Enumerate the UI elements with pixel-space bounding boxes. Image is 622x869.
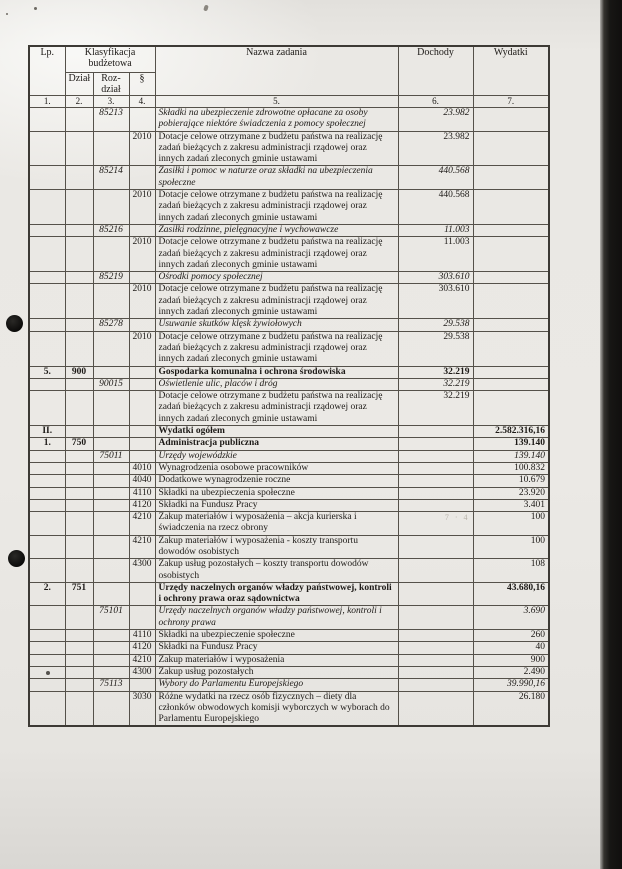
- cell-nazwa: Dotacje celowe otrzymane z budżetu państwa na realizację zadań bieżących z zakresu administracji rządowej oraz innych zadań zleconych gminie ustawami: [155, 190, 398, 225]
- cell-rozdzial: 75101: [93, 606, 129, 630]
- cell-lp: [29, 166, 65, 190]
- table-row: [29, 462, 549, 474]
- cell-lp: [29, 606, 65, 630]
- cell-wydatki: 26.180: [473, 691, 549, 726]
- table-row: [29, 691, 549, 726]
- cell-wydatki: 100: [473, 512, 549, 536]
- table-row: [29, 642, 549, 654]
- cell-dzial: [65, 679, 93, 691]
- cell-wydatki: 900: [473, 654, 549, 666]
- cell-par: [129, 679, 155, 691]
- table-row: [29, 166, 549, 190]
- cell-nazwa: Zakup materiałów i wyposażenia – akcja kurierska i świadczenia na rzecz obrony: [155, 512, 398, 536]
- cell-lp: [29, 319, 65, 331]
- table-row: [29, 450, 549, 462]
- header-klasyfikacja: Klasyfikacja budżetowa: [65, 46, 155, 73]
- table-row: [29, 426, 549, 438]
- cell-nazwa: Oświetlenie ulic, placów i dróg: [155, 378, 398, 390]
- cell-nazwa: Dotacje celowe otrzymane z budżetu państwa na realizację zadań bieżących z zakresu administracji rządowej oraz innych zadań zleconych gminie ustawami: [155, 237, 398, 272]
- cell-lp: [29, 224, 65, 236]
- scan-speck: [34, 7, 37, 10]
- cell-rozdzial: [93, 331, 129, 366]
- cell-wydatki: 100.832: [473, 462, 549, 474]
- header-rozdzial: Roz-dział: [93, 73, 129, 96]
- cell-nazwa: Wydatki ogółem: [155, 426, 398, 438]
- cell-dochody: 440.568: [398, 190, 473, 225]
- cell-dochody: [398, 559, 473, 583]
- cell-par: [129, 166, 155, 190]
- table-row: [29, 582, 549, 606]
- cell-dochody: [398, 499, 473, 511]
- cell-dzial: [65, 499, 93, 511]
- cell-nazwa: Zasiłki i pomoc w naturze oraz składki na ubezpieczenia społeczne: [155, 166, 398, 190]
- cell-dochody: 303.610: [398, 284, 473, 319]
- cell-dochody: 11.003: [398, 224, 473, 236]
- cell-wydatki: 2.490: [473, 666, 549, 678]
- cell-nazwa: Dotacje celowe otrzymane z budżetu państwa na realizację zadań bieżących z zakresu administracji rządowej oraz innych zadań zleconych gminie ustawami: [155, 391, 398, 426]
- cell-dochody: 32.219: [398, 378, 473, 390]
- cell-wydatki: 100: [473, 535, 549, 559]
- table-row: [29, 630, 549, 642]
- cell-nazwa: Urzędy naczelnych organów władzy państwowej, kontroli i ochrony prawa: [155, 606, 398, 630]
- cell-dochody: 23.982: [398, 108, 473, 132]
- cell-par: [129, 450, 155, 462]
- hole-punch: [6, 315, 23, 332]
- cell-lp: [29, 666, 65, 678]
- cell-dochody: [398, 630, 473, 642]
- budget-table-header: [29, 46, 549, 108]
- cell-nazwa: Dotacje celowe otrzymane z budżetu państwa na realizację zadań bieżących z zakresu administracji rządowej oraz innych zadań zleconych gminie ustawami: [155, 331, 398, 366]
- column-number: 4.: [129, 96, 155, 108]
- cell-nazwa: Składki na ubezpieczenia społeczne: [155, 487, 398, 499]
- cell-rozdzial: 75113: [93, 679, 129, 691]
- cell-wydatki: 108: [473, 559, 549, 583]
- cell-wydatki: [473, 131, 549, 166]
- cell-par: [129, 108, 155, 132]
- cell-dochody: [398, 438, 473, 450]
- cell-par: [129, 391, 155, 426]
- cell-dzial: [65, 378, 93, 390]
- cell-nazwa: Wybory do Parlamentu Europejskiego: [155, 679, 398, 691]
- cell-rozdzial: 85213: [93, 108, 129, 132]
- cell-nazwa: Gospodarka komunalna i ochrona środowiska: [155, 366, 398, 378]
- table-row: [29, 237, 549, 272]
- cell-wydatki: [473, 331, 549, 366]
- cell-nazwa: Urzędy wojewódzkie: [155, 450, 398, 462]
- cell-par: 4210: [129, 512, 155, 536]
- cell-dzial: [65, 319, 93, 331]
- cell-rozdzial: [93, 691, 129, 726]
- cell-par: [129, 272, 155, 284]
- cell-par: [129, 224, 155, 236]
- cell-nazwa: Składki na Fundusz Pracy: [155, 499, 398, 511]
- cell-par: 2010: [129, 131, 155, 166]
- cell-nazwa: Różne wydatki na rzecz osób fizycznych – diety dla członków obwodowych komisji wyborczych w wyborach do Parlamentu Europejskiego: [155, 691, 398, 726]
- cell-dzial: 751: [65, 582, 93, 606]
- table-row: [29, 666, 549, 678]
- cell-wydatki: [473, 108, 549, 132]
- cell-wydatki: 23.920: [473, 487, 549, 499]
- cell-rozdzial: [93, 666, 129, 678]
- cell-dochody: [398, 606, 473, 630]
- cell-lp: II.: [29, 426, 65, 438]
- cell-nazwa: Urzędy naczelnych organów władzy państwowej, kontroli i ochrony prawa oraz sądownictwa: [155, 582, 398, 606]
- cell-nazwa: Zakup materiałów i wyposażenia: [155, 654, 398, 666]
- cell-rozdzial: [93, 284, 129, 319]
- cell-nazwa: Ośrodki pomocy społecznej: [155, 272, 398, 284]
- cell-nazwa: Zakup usług pozostałych – koszty transportu dowodów osobistych: [155, 559, 398, 583]
- cell-par: [129, 378, 155, 390]
- cell-rozdzial: [93, 487, 129, 499]
- cell-dochody: 440.568: [398, 166, 473, 190]
- table-row: [29, 679, 549, 691]
- cell-dzial: [65, 606, 93, 630]
- cell-dochody: [398, 582, 473, 606]
- cell-dochody: [398, 679, 473, 691]
- cell-wydatki: [473, 224, 549, 236]
- cell-dochody: [398, 691, 473, 726]
- cell-dzial: [65, 666, 93, 678]
- column-numbering-row: [29, 96, 549, 108]
- cell-par: 4110: [129, 630, 155, 642]
- cell-lp: [29, 559, 65, 583]
- table-row: [29, 319, 549, 331]
- cell-dochody: [398, 487, 473, 499]
- cell-dzial: [65, 691, 93, 726]
- table-row: [29, 108, 549, 132]
- cell-dochody: [398, 642, 473, 654]
- cell-dochody: [398, 666, 473, 678]
- cell-dochody: 32.219: [398, 366, 473, 378]
- cell-par: 4010: [129, 462, 155, 474]
- cell-wydatki: 139.140: [473, 450, 549, 462]
- cell-wydatki: [473, 319, 549, 331]
- cell-par: 2010: [129, 284, 155, 319]
- cell-wydatki: 10.679: [473, 475, 549, 487]
- column-number: 5.: [155, 96, 398, 108]
- cell-lp: 1.: [29, 438, 65, 450]
- table-row: [29, 559, 549, 583]
- cell-rozdzial: 85219: [93, 272, 129, 284]
- cell-dzial: [65, 642, 93, 654]
- cell-dochody: [398, 512, 473, 536]
- cell-lp: [29, 679, 65, 691]
- table-row: [29, 654, 549, 666]
- cell-lp: [29, 475, 65, 487]
- cell-par: [129, 606, 155, 630]
- cell-rozdzial: [93, 237, 129, 272]
- cell-par: 2010: [129, 190, 155, 225]
- scan-speck: [203, 5, 209, 12]
- cell-par: 4120: [129, 499, 155, 511]
- cell-nazwa: Administracja publiczna: [155, 438, 398, 450]
- cell-dzial: [65, 284, 93, 319]
- cell-rozdzial: 85214: [93, 166, 129, 190]
- cell-lp: [29, 190, 65, 225]
- cell-wydatki: 40: [473, 642, 549, 654]
- cell-lp: [29, 630, 65, 642]
- cell-nazwa: Składki na ubezpieczenie zdrowotne opłacane za osoby pobierające niektóre świadczenia z pomocy społecznej: [155, 108, 398, 132]
- cell-lp: [29, 131, 65, 166]
- cell-rozdzial: [93, 642, 129, 654]
- header-dochody: Dochody: [398, 46, 473, 96]
- table-row: [29, 331, 549, 366]
- cell-wydatki: [473, 366, 549, 378]
- table-row: [29, 512, 549, 536]
- cell-dochody: [398, 426, 473, 438]
- cell-dzial: [65, 166, 93, 190]
- cell-dzial: [65, 391, 93, 426]
- cell-nazwa: Zakup usług pozostałych: [155, 666, 398, 678]
- table-row: [29, 487, 549, 499]
- column-number: 1.: [29, 96, 65, 108]
- cell-rozdzial: 90015: [93, 378, 129, 390]
- cell-lp: [29, 108, 65, 132]
- cell-dzial: [65, 272, 93, 284]
- cell-lp: [29, 331, 65, 366]
- budget-table-body: [29, 108, 549, 727]
- cell-lp: [29, 535, 65, 559]
- header-lp: Lp.: [29, 46, 65, 96]
- cell-nazwa: Zasiłki rodzinne, pielęgnacyjne i wychowawcze: [155, 224, 398, 236]
- column-number: 3.: [93, 96, 129, 108]
- cell-lp: [29, 237, 65, 272]
- cell-dzial: [65, 224, 93, 236]
- cell-par: 4300: [129, 666, 155, 678]
- cell-rozdzial: [93, 475, 129, 487]
- faint-scan-mark: 7 · 4: [444, 513, 470, 523]
- cell-wydatki: 3.690: [473, 606, 549, 630]
- cell-dzial: [65, 426, 93, 438]
- cell-rozdzial: 75011: [93, 450, 129, 462]
- cell-wydatki: [473, 284, 549, 319]
- cell-rozdzial: [93, 391, 129, 426]
- cell-dochody: 32.219: [398, 391, 473, 426]
- cell-par: 2010: [129, 331, 155, 366]
- scan-edge-band: [600, 0, 622, 869]
- cell-dzial: [65, 512, 93, 536]
- cell-nazwa: Składki na ubezpieczenie społeczne: [155, 630, 398, 642]
- column-number: 2.: [65, 96, 93, 108]
- cell-dzial: [65, 131, 93, 166]
- cell-wydatki: 43.680,16: [473, 582, 549, 606]
- cell-par: 4110: [129, 487, 155, 499]
- cell-lp: [29, 642, 65, 654]
- cell-lp: [29, 499, 65, 511]
- column-number: 7.: [473, 96, 549, 108]
- cell-lp: [29, 284, 65, 319]
- cell-wydatki: 260: [473, 630, 549, 642]
- table-row: [29, 190, 549, 225]
- cell-dzial: [65, 475, 93, 487]
- cell-par: 3030: [129, 691, 155, 726]
- cell-wydatki: [473, 391, 549, 426]
- cell-rozdzial: [93, 535, 129, 559]
- cell-lp: [29, 272, 65, 284]
- table-row: [29, 391, 549, 426]
- cell-dzial: [65, 190, 93, 225]
- table-row: [29, 535, 549, 559]
- cell-rozdzial: 85278: [93, 319, 129, 331]
- cell-lp: 5.: [29, 366, 65, 378]
- cell-rozdzial: [93, 559, 129, 583]
- cell-dzial: [65, 108, 93, 132]
- cell-wydatki: 3.401: [473, 499, 549, 511]
- cell-nazwa: Dotacje celowe otrzymane z budżetu państwa na realizację zadań bieżących z zakresu administracji rządowej oraz innych zadań zleconych gminie ustawami: [155, 131, 398, 166]
- cell-dzial: [65, 654, 93, 666]
- cell-par: 4040: [129, 475, 155, 487]
- cell-par: 4120: [129, 642, 155, 654]
- cell-par: 2010: [129, 237, 155, 272]
- cell-dzial: 750: [65, 438, 93, 450]
- cell-wydatki: [473, 378, 549, 390]
- cell-lp: [29, 462, 65, 474]
- cell-lp: 2.: [29, 582, 65, 606]
- cell-nazwa: Dodatkowe wynagrodzenie roczne: [155, 475, 398, 487]
- cell-rozdzial: [93, 499, 129, 511]
- cell-par: [129, 438, 155, 450]
- cell-rozdzial: [93, 438, 129, 450]
- hole-punch: [8, 550, 25, 567]
- cell-nazwa: Zakup materiałów i wyposażenia - koszty transportu dowodów osobistych: [155, 535, 398, 559]
- cell-wydatki: [473, 237, 549, 272]
- cell-lp: [29, 487, 65, 499]
- table-row: [29, 438, 549, 450]
- cell-lp: [29, 654, 65, 666]
- cell-par: [129, 426, 155, 438]
- cell-wydatki: [473, 190, 549, 225]
- header-wydatki: Wydatki: [473, 46, 549, 96]
- cell-wydatki: 2.582.316,16: [473, 426, 549, 438]
- cell-dzial: [65, 559, 93, 583]
- cell-par: [129, 366, 155, 378]
- table-row: [29, 366, 549, 378]
- cell-dzial: [65, 237, 93, 272]
- budget-table: [28, 45, 550, 727]
- cell-rozdzial: [93, 630, 129, 642]
- cell-rozdzial: [93, 131, 129, 166]
- cell-dochody: [398, 450, 473, 462]
- cell-rozdzial: 85216: [93, 224, 129, 236]
- cell-dochody: 29.538: [398, 319, 473, 331]
- cell-dochody: [398, 535, 473, 559]
- cell-dochody: 29.538: [398, 331, 473, 366]
- cell-lp: [29, 391, 65, 426]
- cell-rozdzial: [93, 462, 129, 474]
- table-row: [29, 224, 549, 236]
- cell-nazwa: Dotacje celowe otrzymane z budżetu państwa na realizację zadań bieżących z zakresu administracji rządowej oraz innych zadań zleconych gminie ustawami: [155, 284, 398, 319]
- cell-wydatki: 139.140: [473, 438, 549, 450]
- cell-lp: [29, 450, 65, 462]
- cell-rozdzial: [93, 512, 129, 536]
- cell-dochody: 23.982: [398, 131, 473, 166]
- cell-rozdzial: [93, 190, 129, 225]
- cell-rozdzial: [93, 426, 129, 438]
- cell-par: 4210: [129, 654, 155, 666]
- cell-nazwa: Składki na Fundusz Pracy: [155, 642, 398, 654]
- table-row: [29, 284, 549, 319]
- cell-par: 4300: [129, 559, 155, 583]
- cell-nazwa: Usuwanie skutków klęsk żywiołowych: [155, 319, 398, 331]
- header-paragraf: §: [129, 73, 155, 96]
- scan-speck: [6, 13, 8, 15]
- cell-wydatki: [473, 272, 549, 284]
- cell-dochody: 303.610: [398, 272, 473, 284]
- cell-dochody: 11.003: [398, 237, 473, 272]
- cell-rozdzial: [93, 366, 129, 378]
- column-number: 6.: [398, 96, 473, 108]
- cell-dzial: [65, 450, 93, 462]
- cell-dzial: [65, 331, 93, 366]
- cell-dzial: 900: [65, 366, 93, 378]
- cell-rozdzial: [93, 582, 129, 606]
- cell-wydatki: [473, 166, 549, 190]
- cell-nazwa: Wynagrodzenia osobowe pracowników: [155, 462, 398, 474]
- cell-dochody: [398, 654, 473, 666]
- table-row: [29, 475, 549, 487]
- cell-dzial: [65, 630, 93, 642]
- table-row: [29, 606, 549, 630]
- cell-dzial: [65, 487, 93, 499]
- table-row: [29, 499, 549, 511]
- cell-lp: [29, 691, 65, 726]
- header-dzial: Dział: [65, 73, 93, 96]
- cell-par: 4210: [129, 535, 155, 559]
- cell-dzial: [65, 462, 93, 474]
- cell-wydatki: 39.990,16: [473, 679, 549, 691]
- cell-rozdzial: [93, 654, 129, 666]
- cell-lp: [29, 378, 65, 390]
- table-row: [29, 272, 549, 284]
- cell-par: [129, 319, 155, 331]
- table-row: [29, 131, 549, 166]
- cell-dochody: [398, 462, 473, 474]
- cell-dochody: [398, 475, 473, 487]
- header-nazwa-zadania: Nazwa zadania: [155, 46, 398, 96]
- table-row: [29, 378, 549, 390]
- cell-dzial: [65, 535, 93, 559]
- cell-par: [129, 582, 155, 606]
- cell-lp: [29, 512, 65, 536]
